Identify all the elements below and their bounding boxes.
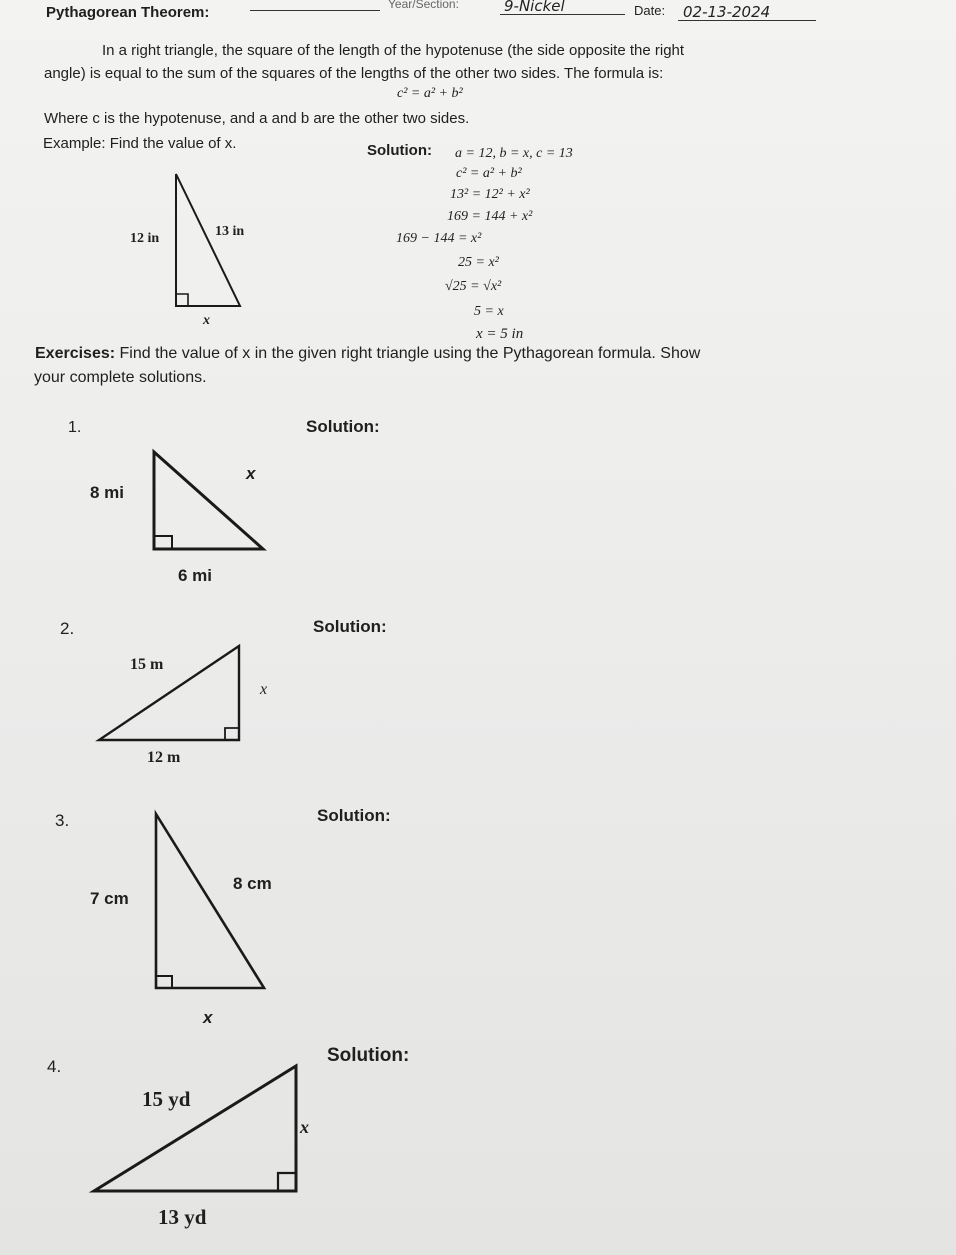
example-hyp-label: 13 in (215, 224, 245, 239)
exercise-number: 3. (55, 811, 70, 830)
exercise-2-hyp-label: 15 m (130, 656, 164, 673)
exercise-3-triangle (150, 810, 270, 995)
intro-line-1: In a right triangle, the square of the length of the hypotenuse (the side opposite the right (102, 42, 685, 59)
section-value: 9-Nickel (504, 0, 565, 15)
example-given: a = 12, b = x, c = 13 (455, 146, 573, 161)
example-step: 169 − 144 = x² (396, 231, 482, 246)
exercise-solution-label: Solution: (313, 617, 387, 636)
example-left-label: 12 in (130, 231, 160, 246)
exercises-line-1: Exercises: Find the value of x in the given right triangle using the Pythagorean formula. Show (35, 345, 701, 362)
example-triangle (170, 170, 250, 310)
exercise-number: 1. (68, 419, 82, 436)
intro-line-2: angle) is equal to the sum of the squares of the lengths of the other two sides. The formula is: (44, 65, 664, 82)
exercise-3-hyp-label: 8 cm (233, 874, 272, 893)
worksheet-title: Pythagorean Theorem: (46, 4, 210, 21)
date-label: Date: (634, 3, 666, 18)
exercise-solution-label: Solution: (317, 806, 391, 825)
exercise-4-triangle (90, 1062, 305, 1197)
exercise-1-hyp-label: x (246, 464, 256, 483)
pythagorean-formula: c² = a² + b² (397, 86, 463, 101)
exercise-4-bottom-label: 13 yd (158, 1205, 207, 1229)
title-underline (250, 10, 380, 11)
example-step: c² = a² + b² (456, 166, 522, 181)
example-step: 169 = 144 + x² (447, 209, 533, 224)
exercise-number: 4. (47, 1057, 62, 1076)
exercise-2-triangle (95, 642, 245, 747)
exercise-solution-label: Solution: (306, 417, 380, 436)
section-underline (500, 14, 625, 15)
example-bottom-label: x (203, 313, 210, 328)
example-step: √25 = √x² (445, 279, 502, 294)
exercise-1-left-label: 8 mi (90, 483, 125, 502)
example-step: 13² = 12² + x² (450, 187, 530, 202)
exercise-number: 2. (60, 619, 75, 638)
exercise-1-bottom-label: 6 mi (178, 566, 213, 585)
exercise-3-bottom-label: x (203, 1008, 213, 1027)
exercises-line-2: your complete solutions. (34, 369, 207, 386)
exercise-2-bottom-label: 12 m (147, 749, 181, 766)
section-label: Year/Section: (388, 0, 459, 11)
exercise-2-right-label: x (260, 681, 268, 698)
exercise-solution-label: Solution: (327, 1045, 410, 1066)
exercise-4-right-label: x (300, 1117, 309, 1137)
exercises-line-1-visible: Find the value of x in the given right triangle using the Pythagorean formula. Show (119, 345, 701, 362)
exercise-3-left-label: 7 cm (90, 889, 129, 908)
example-solution-label: Solution: (367, 142, 432, 159)
date-underline (678, 20, 816, 21)
example-answer: x = 5 in (476, 326, 524, 342)
date-value: 02-13-2024 (683, 3, 771, 21)
example-prompt: Example: Find the value of x. (43, 135, 237, 152)
intro-where: Where c is the hypotenuse, and a and b are the other two sides. (44, 110, 470, 127)
example-step: 25 = x² (458, 255, 499, 270)
example-step: 5 = x (474, 304, 504, 319)
exercise-4-hyp-label: 15 yd (142, 1087, 191, 1111)
